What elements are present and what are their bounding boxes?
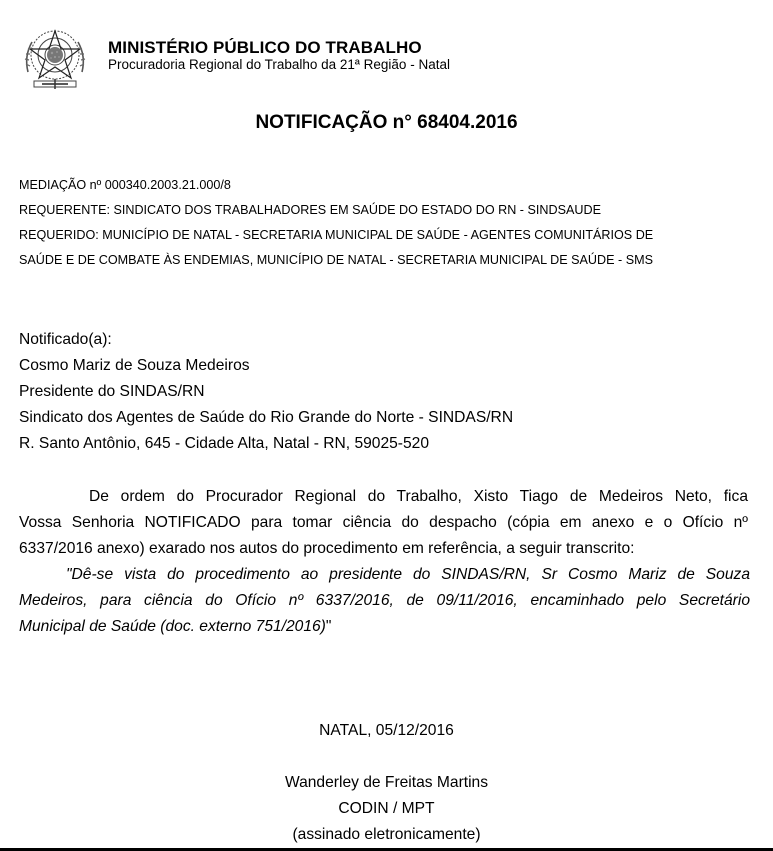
quote-line-1: "Dê-se vista do procedimento ao presidente do SINDAS/RN, Sr Cosmo Mariz de Souza bbox=[66, 566, 750, 583]
notification-title: NOTIFICAÇÃO n° 68404.2016 bbox=[255, 112, 518, 133]
signatory-unit: CODIN / MPT bbox=[338, 800, 435, 817]
body-line-3: 6337/2016 anexo) exarado nos autos do procedimento em referência, a seguir transcrito: bbox=[19, 540, 635, 557]
notified-label: Notificado(a): bbox=[19, 331, 112, 348]
mediation-number: MEDIAÇÃO nº 000340.2003.21.000/8 bbox=[19, 178, 231, 192]
quote-line-3 bbox=[19, 618, 750, 636]
place-date: NATAL, 05/12/2016 bbox=[319, 722, 454, 739]
notified-role: Presidente do SINDAS/RN bbox=[19, 383, 205, 400]
requested-line-1: REQUERIDO: MUNICÍPIO DE NATAL - SECRETARIA MUNICIPAL DE SAÚDE - AGENTES COMUNITÁRIOS DE bbox=[19, 228, 654, 242]
quote-closing-mark: " bbox=[325, 618, 332, 635]
notified-name: Cosmo Mariz de Souza Medeiros bbox=[19, 357, 250, 374]
header-org-subtitle: Procuradoria Regional do Trabalho da 21ª Região - Natal bbox=[108, 57, 450, 72]
quote-line-3-text: Municipal de Saúde (doc. externo 751/2016) bbox=[19, 618, 326, 635]
notified-organization: Sindicato dos Agentes de Saúde do Rio Grande do Norte - SINDAS/RN bbox=[19, 409, 514, 426]
body-line-1: De ordem do Procurador Regional do Trabalho, Xisto Tiago de Medeiros Neto, fica bbox=[89, 488, 748, 505]
requested-line-2: SAÚDE E DE COMBATE ÀS ENDEMIAS, MUNICÍPIO DE NATAL - SECRETARIA MUNICIPAL DE SAÚDE - SMS bbox=[19, 253, 653, 267]
electronic-signature-note: (assinado eletronicamente) bbox=[292, 826, 481, 843]
quote-line-2: Medeiros, para ciência do Ofício nº 6337/2016, de 09/11/2016, encaminhado pelo Secretário bbox=[19, 592, 750, 609]
notified-address: R. Santo Antônio, 645 - Cidade Alta, Natal - RN, 59025-520 bbox=[19, 435, 430, 452]
signatory-name: Wanderley de Freitas Martins bbox=[284, 774, 489, 791]
requester-line: REQUERENTE: SINDICATO DOS TRABALHADORES EM SAÚDE DO ESTADO DO RN - SINDSAUDE bbox=[19, 203, 601, 217]
body-line-2: Vossa Senhoria NOTIFICADO para tomar ciência do despacho (cópia em anexo e o Ofício nº bbox=[19, 514, 748, 531]
header-org-name: MINISTÉRIO PÚBLICO DO TRABALHO bbox=[108, 38, 422, 57]
coat-of-arms-seal bbox=[20, 22, 90, 94]
